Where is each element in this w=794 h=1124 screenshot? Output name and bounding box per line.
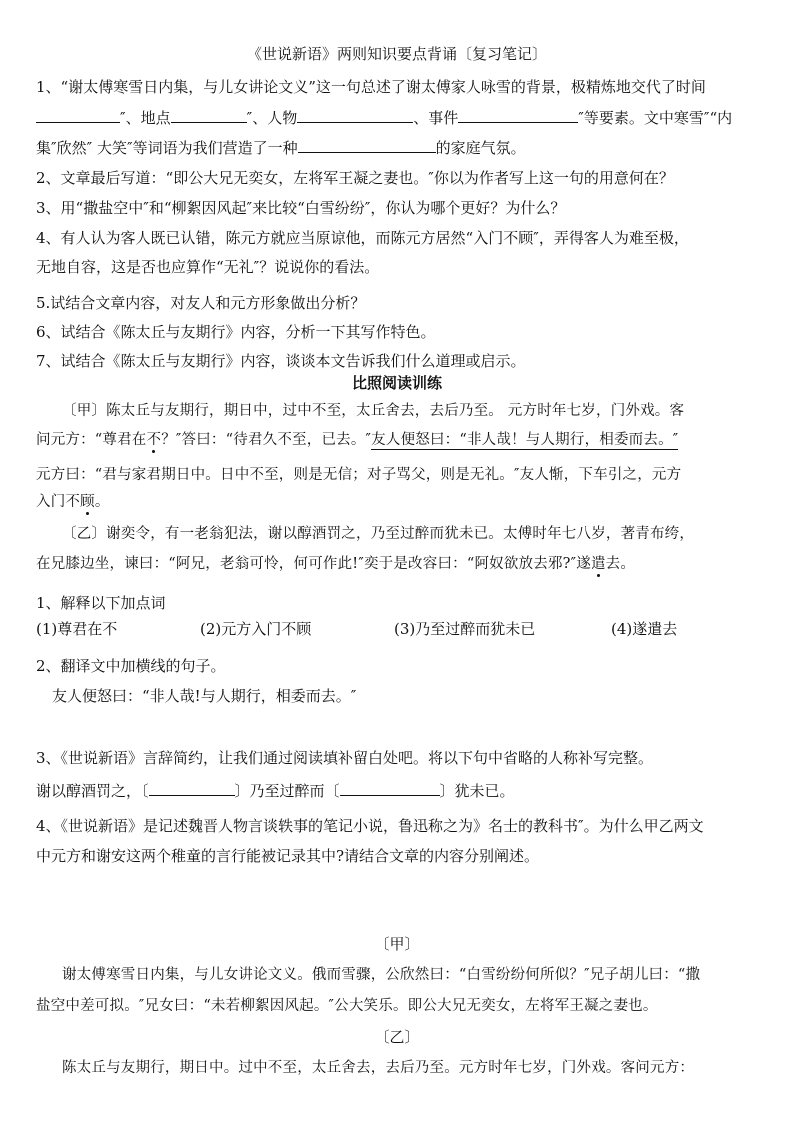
question-3: 3、用“撒盐空中″和“柳絮因风起″来比较“白雪纷纷″，你认为哪个更好？为什么？ [36,199,566,217]
exercise-2-title: 2、翻译文中加横线的句子。 [36,657,226,675]
exercise-2-sentence: 友人便怒曰：“非人哉!与人期行，相委而去。″ [52,687,357,705]
dotted-char-bu: 不 [146,432,162,448]
passage-yi-line-2: 在兄膝边坐，谏曰：“阿兄，老翁可怜，何可作此!″奕于是改容曰：“阿奴欲放去邪?″遂遣去。 [36,556,636,572]
underlined-sentence: 友人便怒曰：“非人哉！与人期行，相委而去。″ [371,432,679,448]
exercise-1-item-4: (4)遂遣去 [611,620,678,638]
text-yi-label: 〔乙〕 [374,1028,420,1046]
question-1-line-2: ″、地点 ″、人物 、事件 ″等要素。文中寒雪″“内 [36,108,732,128]
question-7: 7、试结合《陈太丘与友期行》内容，谈谈本文告诉我们什么道理或启示。 [36,352,526,370]
blank-atmosphere[interactable] [298,138,436,153]
question-4-line-2: 无地自容，这是否也应算作“无礼″？说说你的看法。 [36,258,380,276]
exercise-1-item-3: (3)乃至过醉而犹未已 [394,620,536,638]
text-jia-line-1: 谢太傅寒雪日内集，与儿女讲论文义。俄而雪骤，公欣然曰：“白雪纷纷何所似？″兄子胡儿曰：“撒 [62,967,701,983]
text-jia-line-2: 盐空中差可拟。″兄女曰：“未若柳絮因风起。″公大笑乐。即公大兄无奕女，左将军王凝之妻也。 [36,998,658,1014]
passage-yi-line-1: 〔乙〕谢奕令，有一老翁犯法，谢以醇酒罚之，乃至过醉而犹未已。太傅时年七八岁，著青布绔， [62,526,695,542]
blank-subject-2[interactable] [340,781,440,796]
question-6: 6、试结合《陈太丘与友期行》内容，分析一下其写作特色。 [36,323,436,341]
section-heading: 比照阅读训练 [351,374,442,392]
text-yi-line-1: 陈太丘与友期行，期日中。过中不至，太丘舍去，去后乃至。元方时年七岁，门外戏。客问元方： [62,1060,695,1076]
exercise-1-item-2: (2)元方入门不顾 [200,620,312,638]
exercise-1-item-1: (1)尊君在不 [36,620,118,638]
exercise-4-line-2: 中元方和谢安这两个稚童的言行能被记录其中?请结合文章的内容分别阐述。 [36,847,540,865]
passage-jia-line-2: 问元方：“尊君在不？″答曰：“待君久不至，已去。″友人便怒曰：“非人哉！与人期行，相委而去。″ [36,432,679,448]
question-5: 5.试结合文章内容，对友人和元方形象做出分析？ [36,294,366,312]
blank-place[interactable] [171,108,247,123]
question-1-line-3: 集″欣然″ 大笑″等词语为我们营造了一种 的家庭气氛。 [36,139,526,157]
passage-jia-line-1: 〔甲〕陈太丘与友期行，期日中，过中不至，太丘舍去，去后乃至。 元方时年七岁，门外戏。客 [62,403,685,419]
exercise-3-line-1: 3、《世说新语》言辞简约，让我们通过阅读填补留白处吧。将以下句中省略的人称补写完整。 [36,749,654,767]
passage-jia-line-4: 入门不顾。 [36,494,110,510]
blank-person[interactable] [297,108,413,123]
blank-subject-1[interactable] [149,781,235,796]
question-1-line-1: 1、“谢太傅寒雪日内集，与儿女讲论文义”这一句总述了谢太傅家人咏雪的背景，极精炼地交代了时间 [36,78,706,96]
question-4-line-1: 4、有人认为客人既已认错，陈元方就应当原谅他，而陈元方居然“入门不顾″，弄得客人为难至极， [36,229,689,247]
exercise-1-title: 1、解释以下加点词 [36,594,166,612]
blank-time[interactable] [36,108,120,123]
page-title: 《世说新语》两则知识要点背诵〔复习笔记〕 [246,45,547,63]
text-jia-label: 〔甲〕 [374,935,420,953]
passage-jia-line-3: 元方曰：“君与家君期日中。日中不至，则是无信；对子骂父，则是无礼。″友人惭，下车引之，元方 [36,467,682,483]
dotted-char-qian: 遣 [590,556,606,572]
exercise-4-line-1: 4、《世说新语》是记述魏晋人物言谈轶事的笔记小说，鲁迅称之为》名士的教科书″。为什么甲乙两文 [36,817,704,835]
question-2: 2、文章最后写道：“即公大兄无奕女，左将军王凝之妻也。″你以为作者写上这一句的用意何在？ [36,169,674,187]
blank-event[interactable] [458,108,578,123]
dotted-char-gu: 顾 [80,494,95,510]
exercise-3-line-2: 谢以醇酒罚之，〔 〕乃至过醉而〔 〕犹未已。 [36,782,515,800]
